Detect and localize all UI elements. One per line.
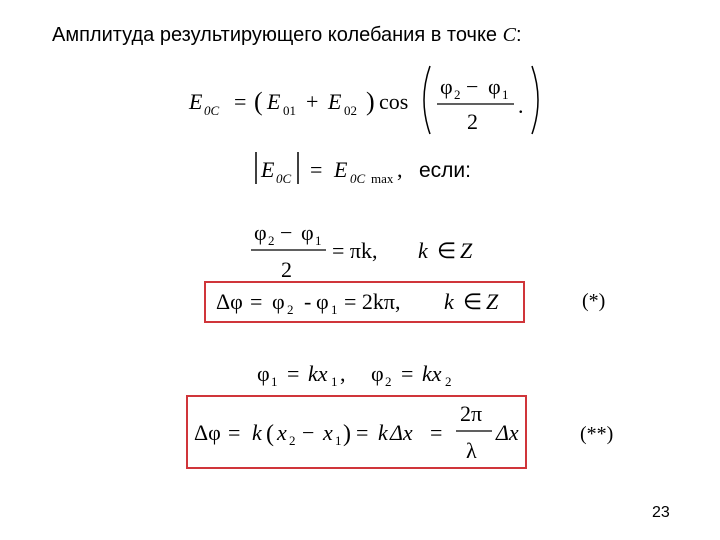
eq2-E-rhs: E — [334, 157, 348, 182]
eq5-equals1: = — [287, 361, 300, 386]
eq3-Z: Z — [460, 238, 473, 263]
eq2-E: E — [261, 157, 275, 182]
eq4-minus: - — [304, 289, 312, 314]
eq3-denominator: 2 — [281, 257, 292, 282]
eq4-in: ∈ — [463, 289, 483, 314]
heading-text: Амплитуда результирующего колебания в точке — [52, 24, 498, 46]
eq2-sub-max: max — [371, 171, 394, 186]
eq4-rhs: = 2kπ, — [344, 289, 401, 314]
eq1-dot: . — [518, 93, 524, 118]
eq4-phi2: φ — [272, 289, 285, 314]
eq1-right-paren: ) — [366, 87, 375, 116]
eq6-left-paren: ( — [266, 421, 274, 447]
eq4-k: k — [444, 289, 454, 314]
eq6-minus: − — [302, 420, 315, 445]
eq5-phi1-sub: 1 — [271, 374, 278, 389]
eq1-phi2: φ — [440, 74, 453, 99]
eq6-delta-phi: Δφ — [194, 420, 221, 445]
eq6-equals2: = — [356, 420, 369, 445]
eq4-delta-phi: Δφ — [216, 289, 243, 314]
eq6-x2-sub: 2 — [289, 433, 296, 448]
heading-colon: : — [515, 24, 522, 46]
eq5-x2-sub: 2 — [445, 374, 452, 389]
tag-star: (*) — [582, 290, 606, 312]
eq6-delta-x-rhs: Δx — [496, 420, 519, 445]
eq4-phi1: φ — [316, 289, 329, 314]
eq2-condition: если: — [419, 159, 471, 182]
eq5-comma: , — [340, 361, 346, 386]
eq5-phi2-sub: 2 — [385, 374, 392, 389]
eq6-k2: k — [378, 420, 388, 445]
eq3-phi2-sub: 2 — [268, 233, 275, 248]
tag-double-star: (**) — [580, 423, 614, 445]
eq1-phi2-sub: 2 — [454, 87, 461, 102]
eq1-cos: cos — [379, 89, 409, 114]
eq6-equals1: = — [228, 420, 241, 445]
eq2-rhs-sub-0C: 0C — [350, 171, 366, 186]
eq5-kx2: kx — [422, 361, 442, 386]
eq1-sub-01: 01 — [283, 103, 296, 118]
eq3-phi2: φ — [254, 220, 267, 245]
eq2-sub-0C: 0C — [276, 171, 292, 186]
eq6-two-pi: 2π — [460, 401, 483, 426]
eq5-phi1: φ — [257, 361, 270, 386]
eq6-x1: x — [323, 420, 333, 445]
eq5-x1-sub: 1 — [331, 374, 338, 389]
eq6-right-paren: ) — [343, 421, 351, 447]
eq1-denominator: 2 — [467, 109, 478, 134]
eq1-phi1-sub: 1 — [502, 87, 509, 102]
eq5-phi2: φ — [371, 361, 384, 386]
eq6-k: k — [252, 420, 262, 445]
eq1-equals: = — [234, 89, 247, 114]
eq2-comma: , — [397, 157, 403, 182]
eq6-x1-sub: 1 — [335, 433, 342, 448]
eq4-phi2-sub: 2 — [287, 302, 294, 317]
eq3-in: ∈ — [437, 238, 457, 263]
eq3-phi1-sub: 1 — [315, 233, 322, 248]
eq3-k: k — [418, 238, 428, 263]
eq1-plus: + — [306, 89, 319, 114]
eq3-rhs: = πk, — [332, 238, 378, 263]
eq5-equals2: = — [401, 361, 414, 386]
eq4-phi1-sub: 1 — [331, 302, 338, 317]
eq3-minus: − — [280, 220, 293, 245]
eq2-equals: = — [310, 157, 323, 182]
eq1-E02: E — [328, 89, 342, 114]
eq1-left-paren: ( — [254, 87, 263, 116]
eq1-phi1: φ — [488, 74, 501, 99]
eq6-equals3: = — [430, 420, 443, 445]
eq4-equals: = — [250, 289, 263, 314]
eq3-phi1: φ — [301, 220, 314, 245]
heading-point: C — [502, 24, 516, 46]
eq1-sub-0C: 0C — [204, 103, 220, 118]
eq1-E: E — [189, 89, 203, 114]
page-number: 23 — [652, 504, 670, 521]
eq6-x2: x — [277, 420, 287, 445]
eq5-kx1: kx — [308, 361, 328, 386]
eq1-sub-02: 02 — [344, 103, 357, 118]
eq4-Z: Z — [486, 289, 499, 314]
eq6-lambda: λ — [466, 438, 477, 463]
eq1-minus: − — [466, 74, 479, 99]
eq1-E01: E — [267, 89, 281, 114]
eq6-delta-x: Δx — [390, 420, 413, 445]
